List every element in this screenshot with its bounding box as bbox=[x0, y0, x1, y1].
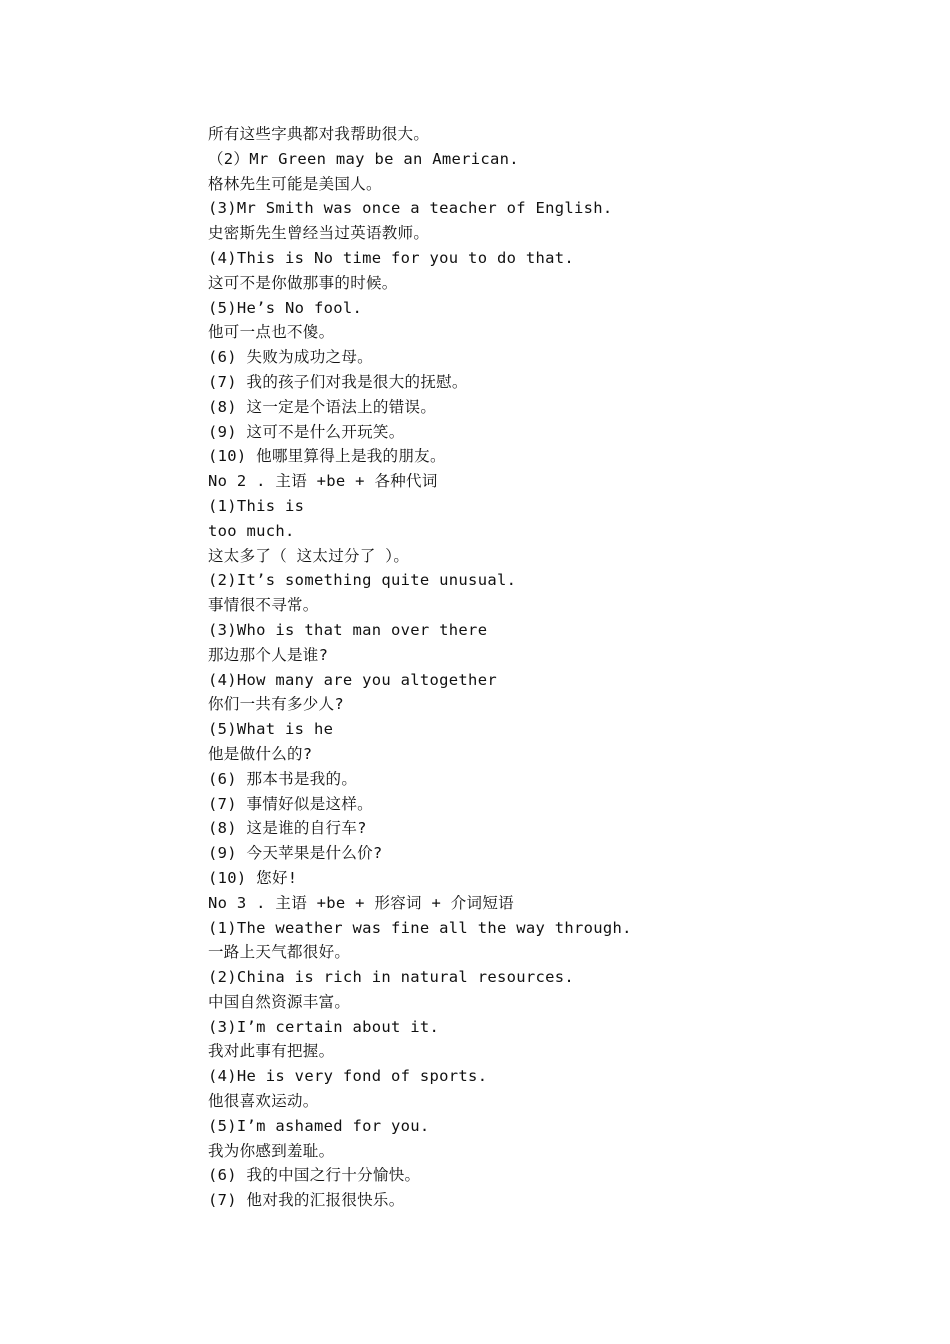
text-line: 那边那个人是谁? bbox=[208, 645, 329, 664]
text-line: 你们一共有多少人? bbox=[208, 695, 345, 714]
text-line: (4)He is very fond of sports. bbox=[208, 1067, 488, 1086]
text-line: (4)How many are you altogether bbox=[208, 670, 497, 689]
text-line: 这太多了（ 这太过分了 ）。 bbox=[208, 546, 410, 565]
text-line: (6) 我的中国之行十分愉快。 bbox=[208, 1166, 421, 1185]
text-line: 中国自然资源丰富。 bbox=[208, 992, 351, 1011]
text-line: 我为你感到羞耻。 bbox=[208, 1141, 335, 1160]
text-line: 史密斯先生曾经当过英语教师。 bbox=[208, 224, 430, 243]
section-heading: No 3 . 主语 +be + 形容词 + 介词短语 bbox=[208, 893, 514, 912]
text-line: 他很喜欢运动。 bbox=[208, 1092, 319, 1111]
text-line: (9) 今天苹果是什么价? bbox=[208, 844, 383, 863]
text-line: 所有这些字典都对我帮助很大。 bbox=[208, 125, 430, 143]
text-line: (2)It’s something quite unusual. bbox=[208, 571, 517, 590]
text-line: (3)Who is that man over there bbox=[208, 620, 488, 639]
text-line: too much. bbox=[208, 521, 295, 540]
text-line: (7) 他对我的汇报很快乐。 bbox=[208, 1191, 405, 1210]
text-line: 他是做什么的? bbox=[208, 744, 313, 763]
text-line: (3)I’m certain about it. bbox=[208, 1017, 440, 1036]
text-line: （2）Mr Green may be an American. bbox=[208, 149, 519, 168]
text-line: (6) 那本书是我的。 bbox=[208, 769, 358, 788]
text-line: (10) 您好! bbox=[208, 868, 298, 887]
text-line: (9) 这可不是什么开玩笑。 bbox=[208, 422, 405, 441]
text-line: 这可不是你做那事的时候。 bbox=[208, 273, 398, 292]
text-line: 一路上天气都很好。 bbox=[208, 943, 351, 962]
text-line: (1)This is bbox=[208, 496, 305, 515]
text-line: 事情很不寻常。 bbox=[208, 596, 319, 615]
text-line: 格林先生可能是美国人。 bbox=[208, 174, 382, 193]
text-line: (5)I’m ashamed for you. bbox=[208, 1116, 430, 1135]
text-line: (2)China is rich in natural resources. bbox=[208, 968, 575, 987]
text-line: (10) 他哪里算得上是我的朋友。 bbox=[208, 447, 446, 466]
section-heading: No 2 . 主语 +be + 各种代词 bbox=[208, 472, 438, 491]
text-line: (8) 这是谁的自行车? bbox=[208, 819, 367, 838]
document-page bbox=[208, 122, 908, 1213]
text-line: (3)Mr Smith was once a teacher of English. bbox=[208, 199, 613, 218]
text-line: (5)What is he bbox=[208, 720, 334, 739]
text-line: (1)The weather was fine all the way through. bbox=[208, 918, 632, 937]
text-line: (7) 事情好似是这样。 bbox=[208, 794, 373, 813]
text-line: 他可一点也不傻。 bbox=[208, 323, 335, 342]
text-line: (4)This is No time for you to do that. bbox=[208, 248, 575, 267]
text-line: (8) 这一定是个语法上的错误。 bbox=[208, 397, 437, 416]
text-line: 我对此事有把握。 bbox=[208, 1042, 335, 1061]
text-line: (6) 失败为成功之母。 bbox=[208, 348, 373, 367]
text-line: (7) 我的孩子们对我是很大的抚慰。 bbox=[208, 372, 468, 391]
text-line: (5)He’s No fool. bbox=[208, 298, 363, 317]
